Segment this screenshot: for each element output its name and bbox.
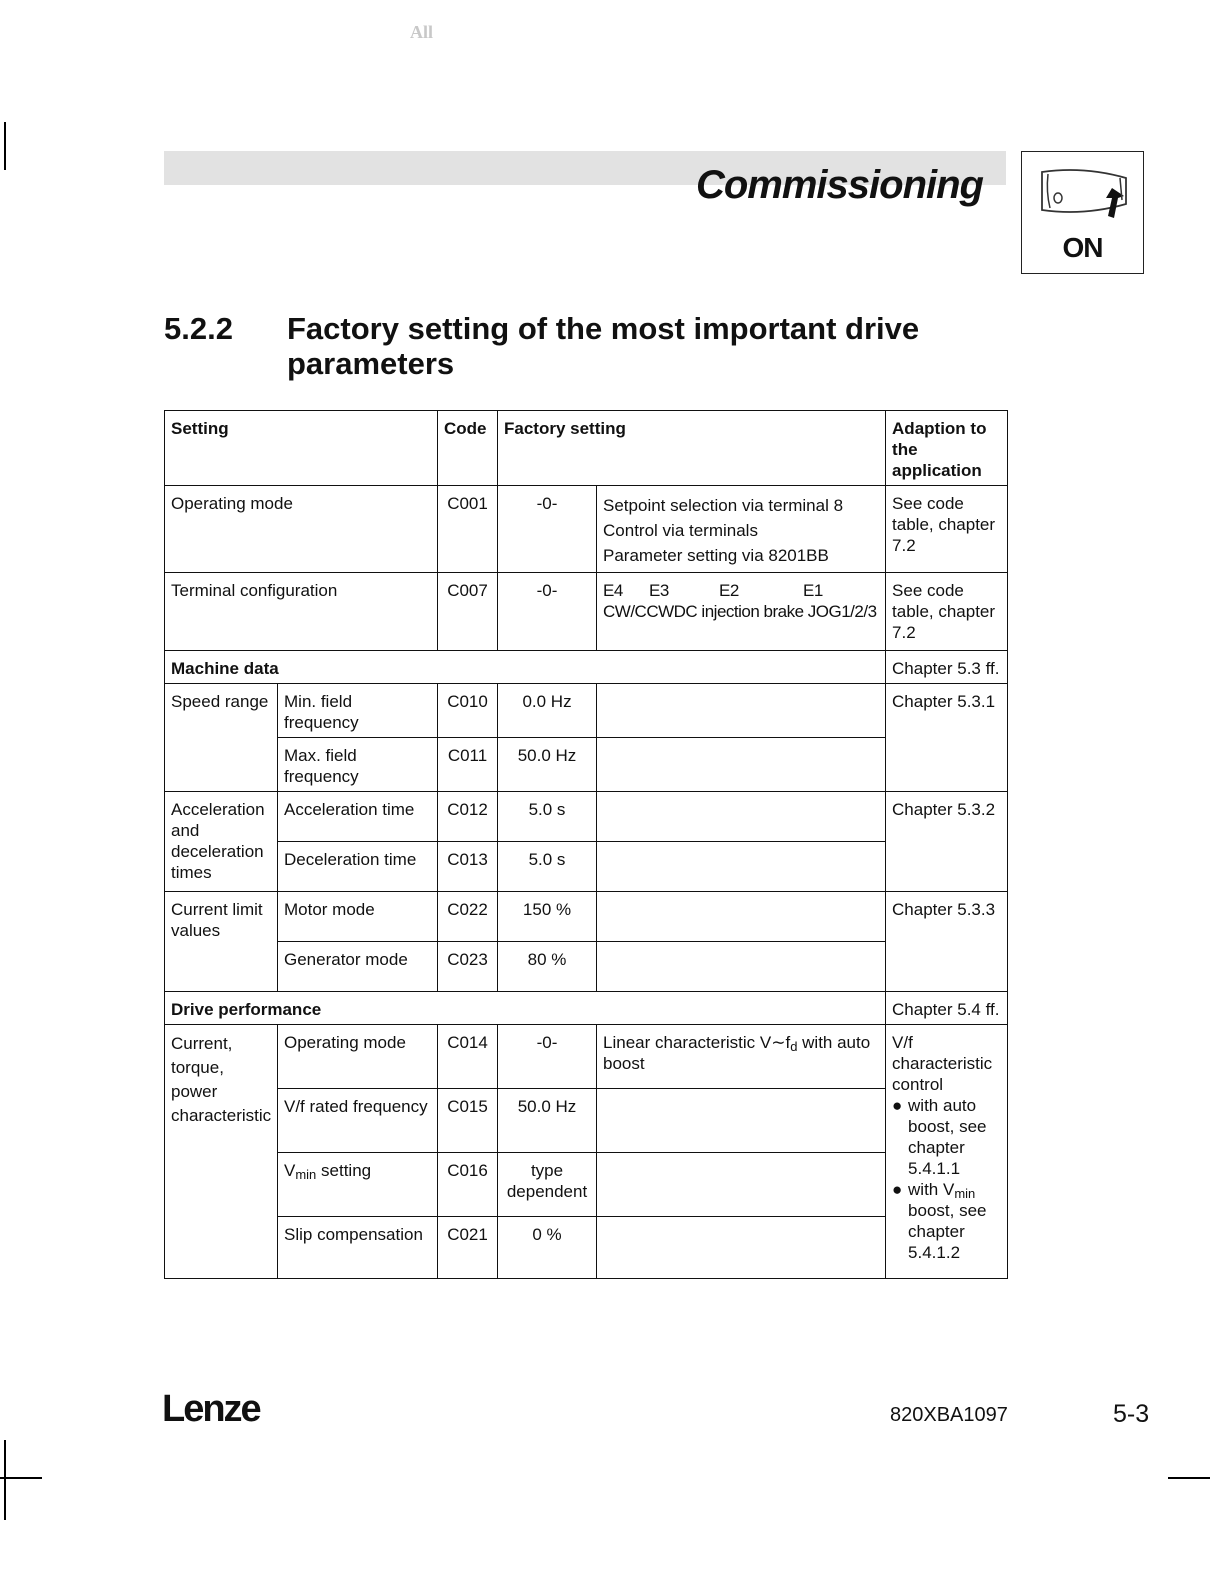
speed-range-chapter: Chapter 5.3.1 bbox=[886, 684, 1008, 792]
vmin-setting-code: C016 bbox=[438, 1153, 498, 1217]
accel-group-label: Acceleration and deceleration times bbox=[165, 792, 278, 892]
dp-operating-mode-label: Operating mode bbox=[278, 1025, 438, 1089]
generator-mode-description bbox=[597, 942, 886, 992]
decel-description bbox=[597, 842, 886, 892]
header-setting: Setting bbox=[165, 411, 438, 486]
document-id: 820XBA1097 bbox=[890, 1404, 1008, 1426]
header-code: Code bbox=[438, 411, 498, 486]
accel-label: Acceleration time bbox=[278, 792, 438, 842]
terminal-config-description: E4 E3 E2 E1 CW/CCWDC injection brake JOG1/2/3 bbox=[597, 573, 886, 651]
generator-mode-label: Generator mode bbox=[278, 942, 438, 992]
heading-number: 5.2.2 bbox=[164, 311, 233, 346]
max-freq-value: 50.0 Hz bbox=[498, 738, 597, 792]
table-row bbox=[165, 1153, 1008, 1217]
current-group-label: Current limit values bbox=[165, 892, 278, 992]
accel-code: C012 bbox=[438, 792, 498, 842]
accel-description bbox=[597, 792, 886, 842]
min-freq-label: Min. field frequency bbox=[278, 684, 438, 738]
characteristic-group-label: Current, torque, power characteristic bbox=[165, 1025, 278, 1279]
bullet-vmin-boost: ● with $V_{min}$ boost, see chapter 5.4.1.2 bbox=[892, 1180, 987, 1262]
table-row bbox=[165, 842, 1008, 892]
table-row bbox=[165, 738, 1008, 792]
max-freq-description bbox=[597, 738, 886, 792]
drive-performance-title: Drive performance bbox=[165, 992, 886, 1025]
dp-operating-mode-code: C014 bbox=[438, 1025, 498, 1089]
bullet-icon: ● bbox=[892, 1180, 903, 1199]
min-freq-code: C010 bbox=[438, 684, 498, 738]
min-freq-description bbox=[597, 684, 886, 738]
crop-mark-left-top bbox=[4, 122, 6, 170]
machine-data-title: Machine data bbox=[165, 651, 886, 684]
table-row bbox=[165, 792, 1008, 842]
table-row bbox=[165, 1217, 1008, 1279]
section-title: Commissioning bbox=[695, 163, 983, 207]
generator-mode-code: C023 bbox=[438, 942, 498, 992]
top-label: All bbox=[410, 22, 434, 42]
heading-title: Factory setting of the most important drive parameters bbox=[287, 311, 920, 381]
vf-rated-description bbox=[597, 1089, 886, 1153]
operating-mode-adaption: See code table, chapter 7.2 bbox=[886, 486, 1008, 573]
section-row-machine-data bbox=[165, 651, 1008, 684]
vmin-setting-description bbox=[597, 1153, 886, 1217]
on-label: ON bbox=[1062, 232, 1103, 263]
decel-code: C013 bbox=[438, 842, 498, 892]
dp-operating-mode-value: -0- bbox=[498, 1025, 597, 1089]
slip-comp-label: Slip compensation bbox=[278, 1217, 438, 1279]
max-freq-label: Max. field frequency bbox=[278, 738, 438, 792]
accel-chapter: Chapter 5.3.2 bbox=[886, 792, 1008, 892]
operating-mode-code: C001 bbox=[438, 486, 498, 573]
table-header-row bbox=[165, 411, 1008, 486]
crop-mark-right-bottom-h bbox=[1168, 1477, 1210, 1479]
bullet-icon: ● bbox=[892, 1096, 903, 1115]
bullet-auto-boost: ● with auto boost, see chapter 5.4.1.1 bbox=[892, 1096, 987, 1178]
terminal-config-adaption: See code table, chapter 7.2 bbox=[886, 573, 1008, 651]
operating-mode-value: -0- bbox=[498, 486, 597, 573]
operating-mode-description: Setpoint selection via terminal 8 Control via terminals Parameter setting via 8201BB bbox=[597, 486, 886, 573]
accel-value: 5.0 s bbox=[498, 792, 597, 842]
table-row bbox=[165, 892, 1008, 942]
section-row-drive-performance bbox=[165, 992, 1008, 1025]
machine-data-chapter: Chapter 5.3 ff. bbox=[886, 651, 1008, 684]
drive-performance-chapter: Chapter 5.4 ff. bbox=[886, 992, 1008, 1025]
slip-comp-code: C021 bbox=[438, 1217, 498, 1279]
operating-mode-label: Operating mode bbox=[165, 486, 438, 573]
vf-rated-label: V/f rated frequency bbox=[278, 1089, 438, 1153]
motor-mode-value: 150 % bbox=[498, 892, 597, 942]
decel-value: 5.0 s bbox=[498, 842, 597, 892]
motor-mode-label: Motor mode bbox=[278, 892, 438, 942]
max-freq-code: C011 bbox=[438, 738, 498, 792]
generator-mode-value: 80 % bbox=[498, 942, 597, 992]
vmin-setting-label: $V_{min}$ setting bbox=[278, 1153, 438, 1217]
terminal-config-value: -0- bbox=[498, 573, 597, 651]
decel-label: Deceleration time bbox=[278, 842, 438, 892]
motor-mode-description bbox=[597, 892, 886, 942]
table-row bbox=[165, 486, 1008, 573]
speed-range-label: Speed range bbox=[165, 684, 278, 792]
header-factory-setting: Factory setting bbox=[498, 411, 886, 486]
motor-mode-code: C022 bbox=[438, 892, 498, 942]
current-chapter: Chapter 5.3.3 bbox=[886, 892, 1008, 992]
vmin-setting-value: type dependent bbox=[498, 1153, 597, 1217]
min-freq-value: 0.0 Hz bbox=[498, 684, 597, 738]
vf-rated-code: C015 bbox=[438, 1089, 498, 1153]
vf-rated-value: 50.0 Hz bbox=[498, 1089, 597, 1153]
table-row bbox=[165, 573, 1008, 651]
slip-comp-value: 0 % bbox=[498, 1217, 597, 1279]
terminal-config-code: C007 bbox=[438, 573, 498, 651]
dp-adaption: V/f characteristic control ● with auto boost, see chapter 5.4.1.1 ● with $V_{min}$ boost, see chapter 5.4.1.2 bbox=[886, 1025, 1008, 1279]
table-row bbox=[165, 1089, 1008, 1153]
slip-comp-description bbox=[597, 1217, 886, 1279]
table-row bbox=[165, 942, 1008, 992]
table-row bbox=[165, 1025, 1008, 1089]
crop-mark-left-bottom-h bbox=[0, 1477, 42, 1479]
page-number: 5-3 bbox=[1113, 1400, 1150, 1428]
lenze-logo: Lenze bbox=[162, 1388, 260, 1430]
power-switch-icon bbox=[1034, 164, 1134, 234]
table-row bbox=[165, 684, 1008, 738]
crop-mark-left-bottom-v bbox=[4, 1440, 6, 1520]
terminal-config-label: Terminal configuration bbox=[165, 573, 438, 651]
header-adaption: Adaption to the application bbox=[886, 411, 1008, 486]
dp-operating-mode-description: Linear characteristic $V\sim f_d$ with auto boost bbox=[597, 1025, 886, 1089]
parameter-table bbox=[164, 410, 1008, 1279]
on-switch-icon bbox=[1021, 151, 1144, 274]
